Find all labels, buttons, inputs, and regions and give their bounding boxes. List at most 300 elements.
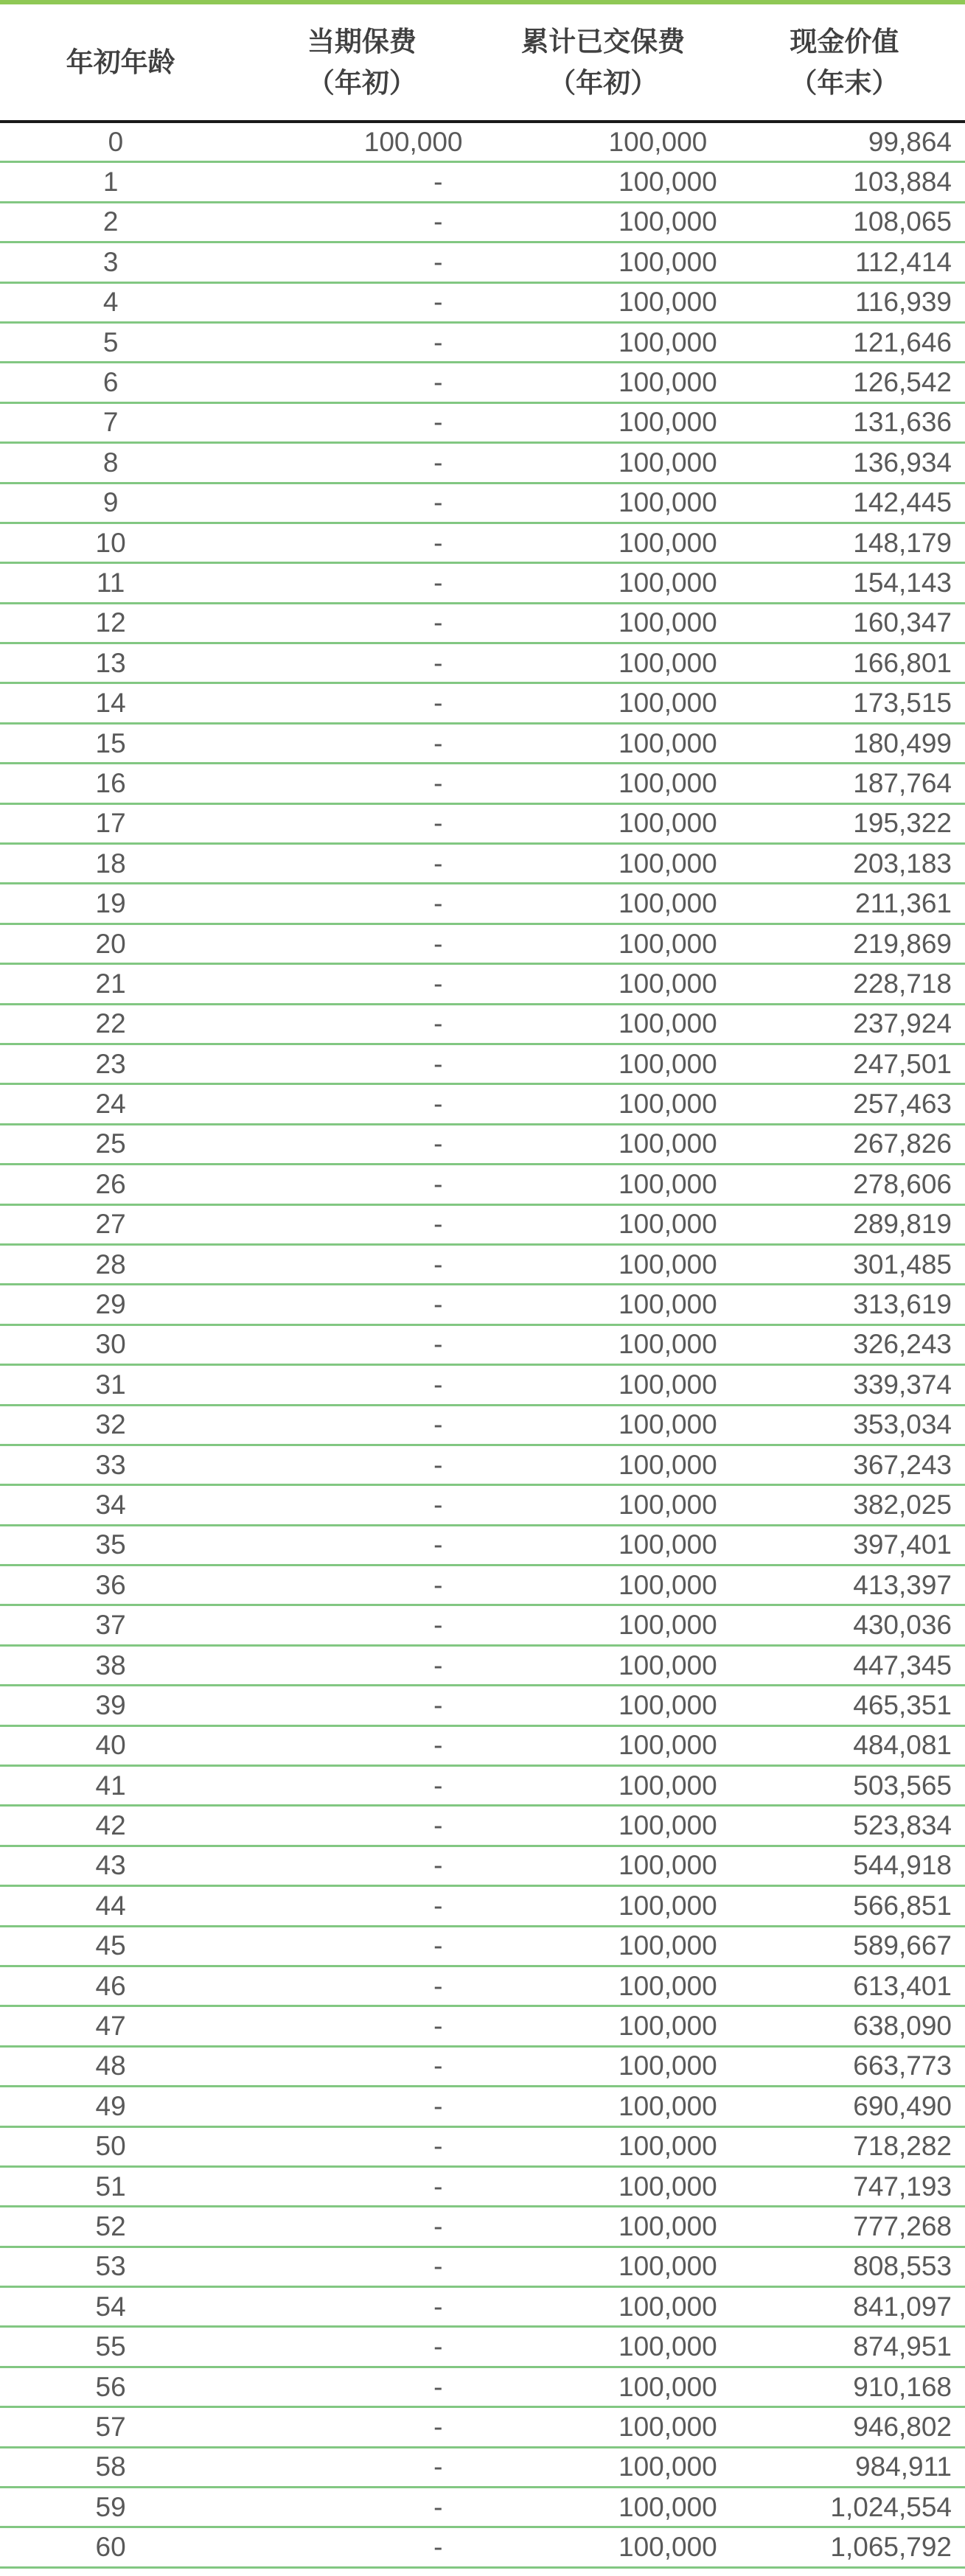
age-cell: 44	[95, 1890, 126, 1921]
premium-cell: -	[433, 1650, 443, 1680]
cumulative-premium-cell: 100,000	[619, 2211, 717, 2241]
table-row	[0, 1727, 965, 1767]
cash-value-cell: 180,499	[853, 727, 952, 758]
cash-value-cell: 166,801	[853, 647, 952, 678]
age-cell: 29	[95, 1289, 126, 1320]
table-row	[0, 1807, 965, 1846]
cumulative-premium-cell: 100,000	[619, 1569, 717, 1600]
premium-cell: -	[433, 1930, 443, 1961]
age-cell: 41	[95, 1770, 126, 1801]
premium-cell: -	[433, 1168, 443, 1199]
cumulative-premium-cell: 100,000	[619, 407, 717, 438]
cumulative-premium-cell: 100,000	[619, 1610, 717, 1641]
age-cell: 15	[95, 727, 126, 758]
cumulative-premium-cell: 100,000	[619, 567, 717, 598]
table-row	[0, 2408, 965, 2448]
age-cell: 13	[95, 647, 126, 678]
cumulative-premium-cell: 100,000	[619, 1489, 717, 1520]
cash-value-cell: 173,515	[853, 688, 952, 719]
table-row	[0, 2528, 965, 2568]
age-cell: 53	[95, 2251, 126, 2282]
premium-cell: -	[433, 1489, 443, 1520]
premium-cell: -	[433, 928, 443, 959]
cash-value-cell: 638,090	[853, 2011, 952, 2042]
premium-cell: -	[433, 1048, 443, 1079]
cash-value-cell: 339,374	[853, 1369, 952, 1400]
premium-cell: -	[433, 1089, 443, 1120]
age-cell: 35	[95, 1529, 126, 1560]
premium-cell: -	[433, 567, 443, 598]
age-cell: 25	[95, 1128, 126, 1159]
premium-cell: -	[433, 1128, 443, 1159]
cumulative-premium-cell: 100,000	[619, 1930, 717, 1961]
cash-value-cell: 367,243	[853, 1449, 952, 1480]
age-cell: 56	[95, 2371, 126, 2402]
premium-cell: -	[433, 2532, 443, 2563]
cash-value-cell: 278,606	[853, 1168, 952, 1199]
premium-cell: -	[433, 2291, 443, 2322]
age-cell: 39	[95, 1689, 126, 1720]
age-cell: 16	[95, 767, 126, 798]
age-cell: 46	[95, 1970, 126, 2001]
cumulative-premium-cell: 100,000	[619, 1650, 717, 1680]
table-row	[0, 1967, 965, 2007]
cash-value-cell: 112,414	[855, 246, 952, 277]
table-row	[0, 1125, 965, 1165]
column-header-premium-line2: （年初）	[307, 67, 417, 98]
cumulative-premium-cell: 100,000	[619, 327, 717, 357]
age-cell: 7	[102, 407, 119, 438]
table-row	[0, 764, 965, 804]
cash-value-cell: 1,024,554	[830, 2491, 952, 2522]
premium-cell: -	[433, 767, 443, 798]
premium-cell: -	[433, 1970, 443, 2001]
table-row	[0, 1686, 965, 1726]
cumulative-premium-cell: 100,000	[619, 808, 717, 839]
table-row	[0, 1486, 965, 1526]
cash-value-cell: 718,282	[853, 2131, 952, 2162]
table-row	[0, 2248, 965, 2288]
cumulative-premium-cell: 100,000	[619, 167, 717, 198]
cumulative-premium-cell: 100,000	[619, 1409, 717, 1440]
premium-cell: -	[433, 688, 443, 719]
cumulative-premium-cell: 100,000	[619, 848, 717, 879]
cumulative-premium-cell: 100,000	[619, 1289, 717, 1320]
premium-cell: -	[433, 808, 443, 839]
premium-cell: -	[433, 167, 443, 198]
age-cell: 5	[102, 327, 119, 357]
table-row	[0, 2168, 965, 2207]
cumulative-premium-cell: 100,000	[619, 1970, 717, 2001]
age-cell: 37	[95, 1610, 126, 1641]
table-row	[0, 1406, 965, 1446]
table-row	[0, 203, 965, 243]
age-cell: 9	[102, 487, 119, 518]
column-header-premium-line1: 当期保费	[307, 26, 417, 57]
premium-cell: -	[433, 1850, 443, 1881]
table-row	[0, 123, 965, 163]
premium-cell: 100,000	[363, 126, 463, 157]
premium-cell: -	[433, 1289, 443, 1320]
cash-value-cell: 613,401	[853, 1970, 952, 2001]
premium-cell: -	[433, 1449, 443, 1480]
table-row	[0, 1285, 965, 1325]
age-cell: 3	[102, 246, 119, 277]
cash-value-cell: 203,183	[853, 848, 952, 879]
column-header-cash-value-line1: 现金价值	[790, 26, 899, 57]
premium-cell: -	[433, 2171, 443, 2202]
cumulative-premium-cell: 100,000	[619, 1128, 717, 1159]
cash-value-cell: 116,939	[855, 287, 952, 318]
cash-value-cell: 103,884	[853, 167, 952, 198]
premium-cell: -	[433, 2411, 443, 2442]
table-row	[0, 1045, 965, 1085]
table-row	[0, 925, 965, 965]
premium-cell: -	[433, 1689, 443, 1720]
age-cell: 31	[95, 1369, 126, 1400]
table-row	[0, 725, 965, 764]
premium-cell: -	[433, 1529, 443, 1560]
table-header	[0, 4, 965, 123]
premium-cell: -	[433, 2451, 443, 2482]
age-cell: 59	[95, 2491, 126, 2522]
column-header-cash-value-line2: （年末）	[790, 67, 899, 98]
table-row	[0, 2007, 965, 2047]
age-cell: 55	[95, 2331, 126, 2362]
age-cell: 52	[95, 2211, 126, 2241]
age-cell: 43	[95, 1850, 126, 1881]
table-row	[0, 2128, 965, 2168]
cash-value-cell: 430,036	[853, 1610, 952, 1641]
cash-value-cell: 187,764	[853, 767, 952, 798]
cash-value-cell: 1,065,792	[830, 2532, 952, 2563]
premium-cell: -	[433, 1730, 443, 1761]
premium-cell: -	[433, 1770, 443, 1801]
cumulative-premium-cell: 100,000	[619, 607, 717, 638]
column-header-cumulative-premium	[483, 21, 724, 104]
age-cell: 33	[95, 1449, 126, 1480]
cumulative-premium-cell: 100,000	[619, 246, 717, 277]
cash-value-cell: 247,501	[853, 1048, 952, 1079]
premium-cell: -	[433, 487, 443, 518]
table-row	[0, 1847, 965, 1887]
table-row	[0, 1326, 965, 1366]
column-header-cash-value	[724, 21, 965, 104]
cash-value-cell: 777,268	[853, 2211, 952, 2241]
table-row	[0, 1566, 965, 1606]
premium-cell: -	[433, 2050, 443, 2081]
age-cell: 48	[95, 2050, 126, 2081]
cumulative-premium-cell: 100,000	[619, 527, 717, 558]
cumulative-premium-cell: 100,000	[619, 1008, 717, 1039]
table-row	[0, 363, 965, 403]
premium-cell: -	[433, 447, 443, 478]
cumulative-premium-cell: 100,000	[619, 1529, 717, 1560]
cumulative-premium-cell: 100,000	[608, 126, 708, 157]
age-cell: 22	[95, 1008, 126, 1039]
table-row	[0, 1647, 965, 1686]
cash-value-cell: 148,179	[853, 527, 952, 558]
cash-value-cell: 121,646	[853, 327, 952, 357]
table-row	[0, 1927, 965, 1967]
cumulative-premium-cell: 100,000	[619, 2411, 717, 2442]
cumulative-premium-cell: 100,000	[619, 2291, 717, 2322]
table-row	[0, 444, 965, 484]
cash-value-cell: 313,619	[853, 1289, 952, 1320]
table-row	[0, 1526, 965, 1566]
age-cell: 50	[95, 2131, 126, 2162]
cumulative-premium-cell: 100,000	[619, 206, 717, 237]
column-header-premium	[241, 21, 482, 104]
cash-value-cell: 257,463	[853, 1089, 952, 1120]
age-cell: 51	[95, 2171, 126, 2202]
age-cell: 60	[95, 2532, 126, 2563]
cash-value-cell: 382,025	[853, 1489, 952, 1520]
cumulative-premium-cell: 100,000	[619, 447, 717, 478]
premium-cell: -	[433, 2371, 443, 2402]
age-cell: 12	[95, 607, 126, 638]
cash-value-cell: 108,065	[853, 206, 952, 237]
premium-cell: -	[433, 407, 443, 438]
table-row	[0, 1446, 965, 1486]
table-row	[0, 805, 965, 845]
age-cell: 40	[95, 1730, 126, 1761]
cumulative-premium-cell: 100,000	[619, 2371, 717, 2402]
cash-value-cell: 228,718	[853, 968, 952, 999]
cumulative-premium-cell: 100,000	[619, 2251, 717, 2282]
age-cell: 49	[95, 2090, 126, 2121]
table-row	[0, 284, 965, 324]
age-cell: 36	[95, 1569, 126, 1600]
age-cell: 2	[102, 206, 119, 237]
premium-cell: -	[433, 1329, 443, 1360]
cumulative-premium-cell: 100,000	[619, 1168, 717, 1199]
premium-cell: -	[433, 607, 443, 638]
cumulative-premium-cell: 100,000	[619, 928, 717, 959]
cumulative-premium-cell: 100,000	[619, 2171, 717, 2202]
premium-cell: -	[433, 968, 443, 999]
table-row	[0, 884, 965, 924]
age-cell: 8	[102, 447, 119, 478]
age-cell: 58	[95, 2451, 126, 2482]
premium-cell: -	[433, 727, 443, 758]
cash-value-cell: 326,243	[853, 1329, 952, 1360]
cash-value-cell: 353,034	[853, 1409, 952, 1440]
premium-cell: -	[433, 1409, 443, 1440]
table-row	[0, 2488, 965, 2528]
table-body	[0, 123, 965, 2569]
table-row	[0, 1165, 965, 1205]
cumulative-premium-cell: 100,000	[619, 1209, 717, 1240]
cash-value-cell: 663,773	[853, 2050, 952, 2081]
cash-value-cell: 195,322	[853, 808, 952, 839]
table-row	[0, 2288, 965, 2328]
cumulative-premium-cell: 100,000	[619, 1730, 717, 1761]
cumulative-premium-cell: 100,000	[619, 1369, 717, 1400]
age-cell: 14	[95, 688, 126, 719]
cash-value-cell: 131,636	[853, 407, 952, 438]
cumulative-premium-cell: 100,000	[619, 1048, 717, 1079]
cumulative-premium-cell: 100,000	[619, 1770, 717, 1801]
cash-value-cell: 301,485	[853, 1249, 952, 1280]
table-row	[0, 1767, 965, 1807]
age-cell: 27	[95, 1209, 126, 1240]
cumulative-premium-cell: 100,000	[619, 2451, 717, 2482]
cash-value-cell: 126,542	[853, 367, 952, 398]
cumulative-premium-cell: 100,000	[619, 888, 717, 919]
age-cell: 20	[95, 928, 126, 959]
age-cell: 4	[102, 287, 119, 318]
cash-value-cell: 874,951	[853, 2331, 952, 2362]
cash-value-cell: 413,397	[853, 1569, 952, 1600]
table-row	[0, 1887, 965, 1927]
age-cell: 28	[95, 1249, 126, 1280]
age-cell: 6	[102, 367, 119, 398]
age-cell: 21	[95, 968, 126, 999]
cumulative-premium-cell: 100,000	[619, 1249, 717, 1280]
age-cell: 26	[95, 1168, 126, 1199]
cash-value-cell: 136,934	[853, 447, 952, 478]
cumulative-premium-cell: 100,000	[619, 1890, 717, 1921]
age-cell: 1	[102, 167, 119, 198]
cash-value-cell: 747,193	[853, 2171, 952, 2202]
cumulative-premium-cell: 100,000	[619, 2050, 717, 2081]
cumulative-premium-cell: 100,000	[619, 647, 717, 678]
table-row	[0, 404, 965, 444]
age-cell: 11	[96, 567, 125, 598]
age-cell: 23	[95, 1048, 126, 1079]
table-row	[0, 2448, 965, 2488]
cash-value-cell: 99,864	[868, 126, 952, 157]
premium-cell: -	[433, 206, 443, 237]
table-row	[0, 644, 965, 684]
cash-value-cell: 544,918	[853, 1850, 952, 1881]
cash-value-cell: 289,819	[853, 1209, 952, 1240]
age-cell: 54	[95, 2291, 126, 2322]
premium-cell: -	[433, 848, 443, 879]
cash-value-cell: 589,667	[853, 1930, 952, 1961]
cash-value-cell: 808,553	[853, 2251, 952, 2282]
cash-value-cell: 910,168	[853, 2371, 952, 2402]
cash-value-cell: 841,097	[853, 2291, 952, 2322]
premium-cell: -	[433, 1810, 443, 1841]
cumulative-premium-cell: 100,000	[619, 2011, 717, 2042]
age-cell: 17	[95, 808, 126, 839]
cumulative-premium-cell: 100,000	[619, 1689, 717, 1720]
cumulative-premium-cell: 100,000	[619, 2491, 717, 2522]
age-cell: 47	[95, 2011, 126, 2042]
age-cell: 45	[95, 1930, 126, 1961]
age-cell: 42	[95, 1810, 126, 1841]
table-row	[0, 524, 965, 564]
age-cell: 0	[108, 126, 124, 157]
cumulative-premium-cell: 100,000	[619, 1850, 717, 1881]
age-cell: 34	[95, 1489, 126, 1520]
cumulative-premium-cell: 100,000	[619, 287, 717, 318]
premium-cell: -	[433, 1369, 443, 1400]
premium-cell: -	[433, 2090, 443, 2121]
table-row	[0, 2087, 965, 2127]
cumulative-premium-cell: 100,000	[619, 1329, 717, 1360]
premium-cell: -	[433, 1890, 443, 1921]
premium-cell: -	[433, 1249, 443, 1280]
table-row	[0, 1246, 965, 1285]
premium-cell: -	[433, 367, 443, 398]
cash-value-cell: 523,834	[853, 1810, 952, 1841]
cash-value-cell: 211,361	[855, 888, 952, 919]
column-header-cumulative-premium-line1: 累计已交保费	[521, 26, 686, 57]
cash-value-cell: 465,351	[853, 1689, 952, 1720]
cumulative-premium-cell: 100,000	[619, 2532, 717, 2563]
cash-value-cell: 690,490	[853, 2090, 952, 2121]
table-row	[0, 2048, 965, 2087]
table-row	[0, 484, 965, 524]
table-row	[0, 845, 965, 884]
premium-cell: -	[433, 2211, 443, 2241]
table-row	[0, 2207, 965, 2247]
cash-value-cell: 566,851	[853, 1890, 952, 1921]
table-row	[0, 243, 965, 283]
premium-cell: -	[433, 2251, 443, 2282]
table-row	[0, 1085, 965, 1125]
premium-cell: -	[433, 2131, 443, 2162]
table-row	[0, 324, 965, 363]
premium-cell: -	[433, 1610, 443, 1641]
premium-cell: -	[433, 287, 443, 318]
table-row	[0, 684, 965, 724]
table-row	[0, 604, 965, 644]
cash-value-cell: 219,869	[853, 928, 952, 959]
cash-value-cell: 237,924	[853, 1008, 952, 1039]
premium-cell: -	[433, 2331, 443, 2362]
cumulative-premium-cell: 100,000	[619, 367, 717, 398]
cash-value-cell: 142,445	[853, 487, 952, 518]
cumulative-premium-cell: 100,000	[619, 2090, 717, 2121]
table-row	[0, 564, 965, 604]
table-row	[0, 1606, 965, 1646]
table-row	[0, 1005, 965, 1045]
cash-value-cell: 160,347	[853, 607, 952, 638]
table-row	[0, 2368, 965, 2408]
premium-cell: -	[433, 2011, 443, 2042]
premium-cell: -	[433, 1569, 443, 1600]
cash-value-cell: 946,802	[853, 2411, 952, 2442]
age-cell: 32	[95, 1409, 126, 1440]
cash-value-cell: 503,565	[853, 1770, 952, 1801]
table-row	[0, 1206, 965, 1246]
cumulative-premium-cell: 100,000	[619, 2131, 717, 2162]
table-row	[0, 1366, 965, 1406]
premium-cell: -	[433, 1008, 443, 1039]
table-row	[0, 965, 965, 1005]
column-header-cumulative-premium-line2: （年初）	[548, 67, 658, 98]
cash-value-cell: 154,143	[853, 567, 952, 598]
premium-cell: -	[433, 647, 443, 678]
cumulative-premium-cell: 100,000	[619, 1089, 717, 1120]
cumulative-premium-cell: 100,000	[619, 487, 717, 518]
cumulative-premium-cell: 100,000	[619, 767, 717, 798]
table-row	[0, 163, 965, 203]
premium-cell: -	[433, 1209, 443, 1240]
age-cell: 24	[95, 1089, 126, 1120]
cumulative-premium-cell: 100,000	[619, 1449, 717, 1480]
column-header-age-label: 年初年龄	[66, 46, 175, 77]
cumulative-premium-cell: 100,000	[619, 2331, 717, 2362]
column-header-age	[0, 42, 241, 83]
age-cell: 10	[95, 527, 126, 558]
premium-cell: -	[433, 888, 443, 919]
premium-cell: -	[433, 327, 443, 357]
